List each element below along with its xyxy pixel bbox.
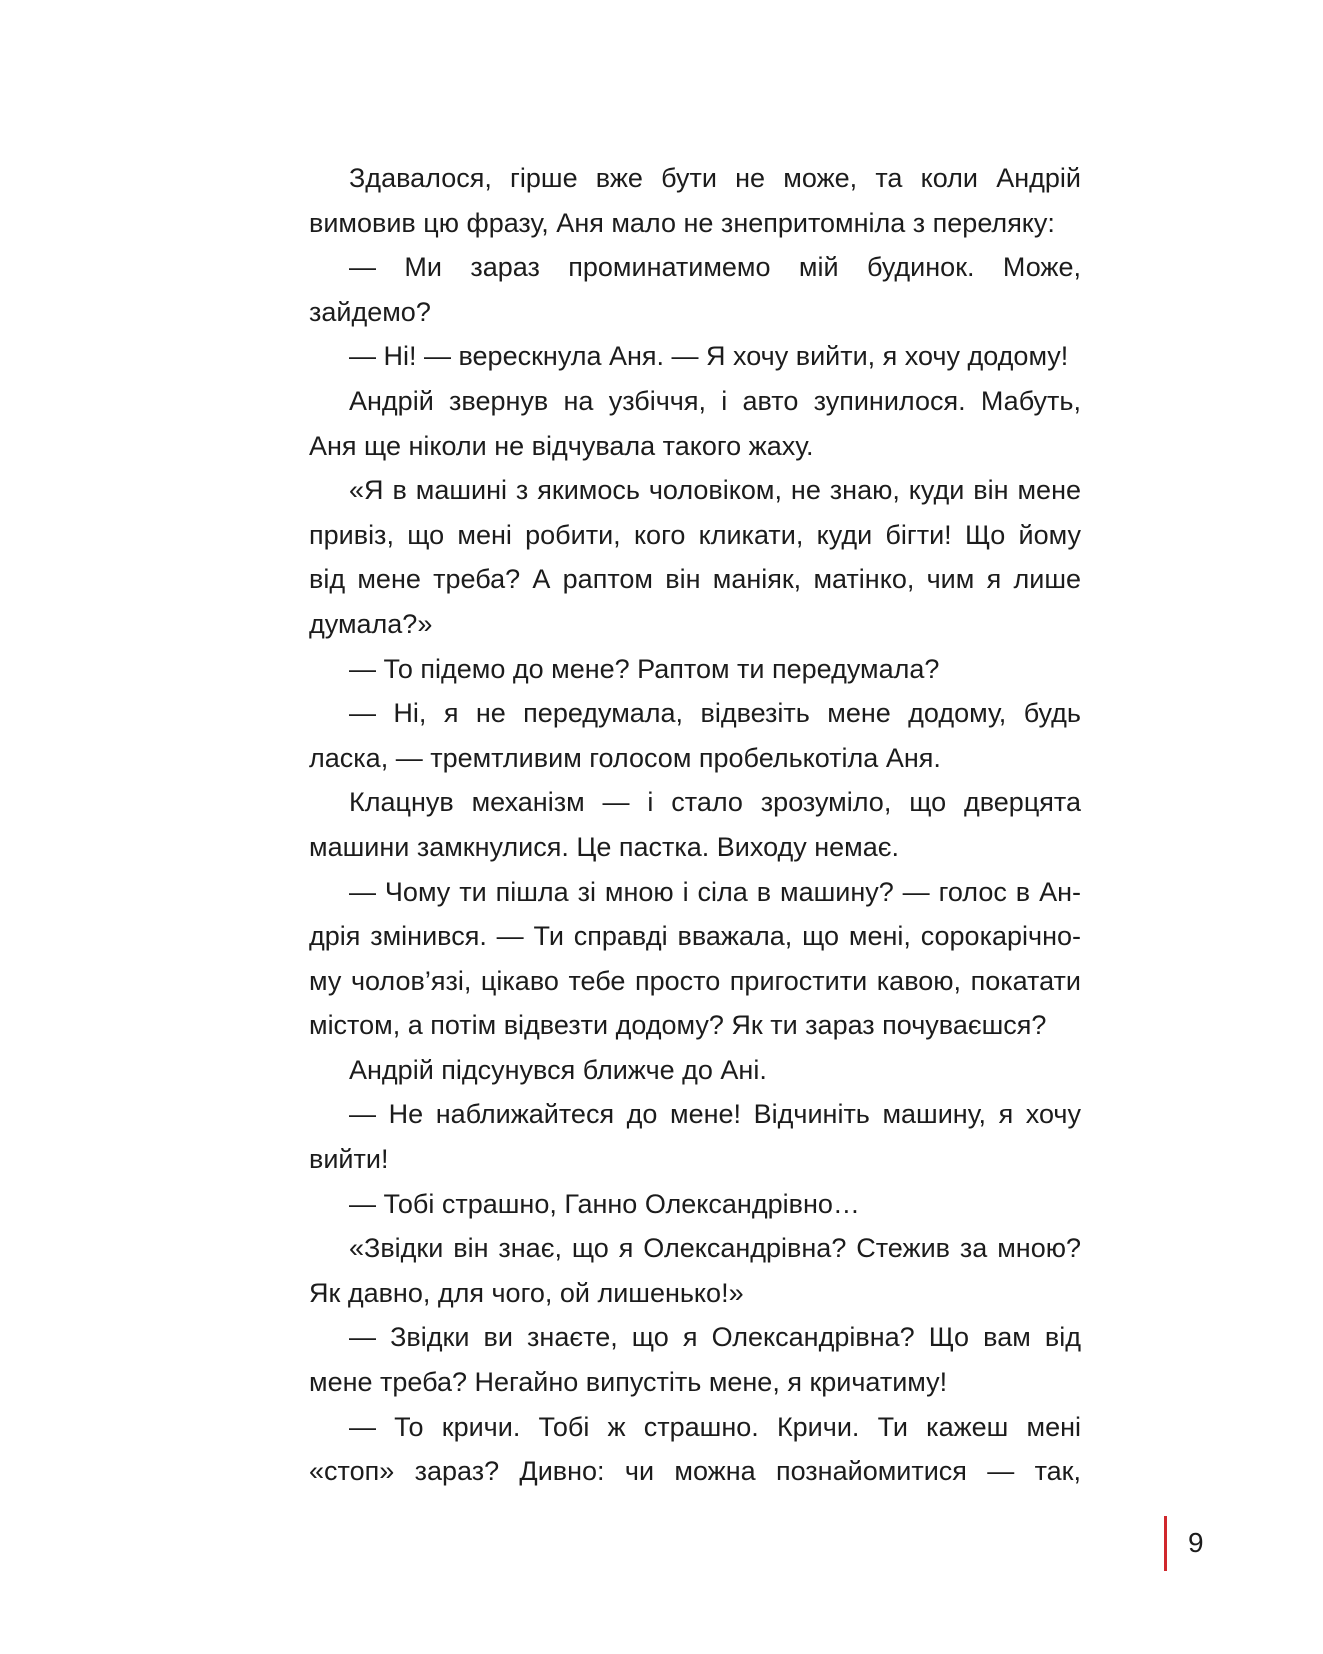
text-line: му чолов’язі, цікаво тебе просто пригостити кавою, покатати [309,965,1081,996]
text-line: привіз, що мені робити, кого кликати, куди бігти! Що йому [309,519,1081,550]
text-line: містом, а потім відвезти додому? Як ти зараз почуваєшся? [309,1010,1047,1041]
text-line: — Не наближайтеся до мене! Відчиніть машину, я хочу [349,1099,1081,1130]
text-line: — Ні! — верескнула Аня. — Я хочу вийти, я хочу додому! [349,341,1069,372]
text-line: Здавалося, гірше вже бути не може, та коли Андрій [349,163,1081,193]
text-line: мене треба? Негайно випустіть мене, я кричатиму! [309,1367,948,1398]
text-line: «Звідки він знає, що я Олександрівна? Стежив за мною? [349,1233,1081,1264]
text-line: — Тобі страшно, Ганно Олександрівно… [349,1188,860,1219]
text-line: Як давно, для чого, ой лишенько!» [309,1277,744,1308]
text-line: — То кричи. Тобі ж страшно. Кричи. Ти кажеш мені [349,1411,1081,1442]
text-line: «Я в машині з якимось чоловіком, не знаю, куди він мене [349,475,1081,506]
text-line: Клацнув механізм — і стало зрозуміло, що дверцята [349,787,1081,818]
text-line: — Ні, я не передумала, відвезіть мене додому, будь [349,698,1081,729]
text-line: ласка, — тремтливим голосом пробелькотіла Аня. [309,742,941,773]
text-line: думала?» [309,608,433,639]
text-line: — Чому ти пішла зі мною і сіла в машину? — голос в Ан- [349,876,1081,907]
text-line: від мене треба? А раптом він маніяк, матінко, чим я лише [309,564,1081,595]
text-line: — Звідки ви знаєте, що я Олександрівна? Що вам від [349,1322,1081,1353]
text-line: «стоп» зараз? Дивно: чи можна познайомитися — так, [309,1456,1081,1487]
text-line: Андрій звернув на узбіччя, і авто зупинилося. Мабуть, [349,385,1081,416]
text-line: машини замкнулися. Це пастка. Виходу немає. [309,831,900,862]
text-line: Аня ще ніколи не відчувала такого жаху. [309,430,814,461]
text-line: вимовив цю фразу, Аня мало не знепритомніла з переляку: [309,207,1055,238]
text-line: — Ми зараз проминатимемо мій будинок. Може, [349,252,1081,283]
text-line: — То підемо до мене? Раптом ти передумала? [349,653,940,684]
page-number-rule [1164,1516,1167,1571]
text-line: Андрій підсунувся ближче до Ані. [349,1054,767,1085]
text-line: вийти! [309,1144,389,1175]
page-number: 9 [1188,1527,1204,1558]
body-text [309,156,1081,1494]
text-line: дрія змінився. — Ти справді вважала, що мені, сорокарічно- [309,921,1081,952]
text-line: зайдемо? [309,296,431,327]
